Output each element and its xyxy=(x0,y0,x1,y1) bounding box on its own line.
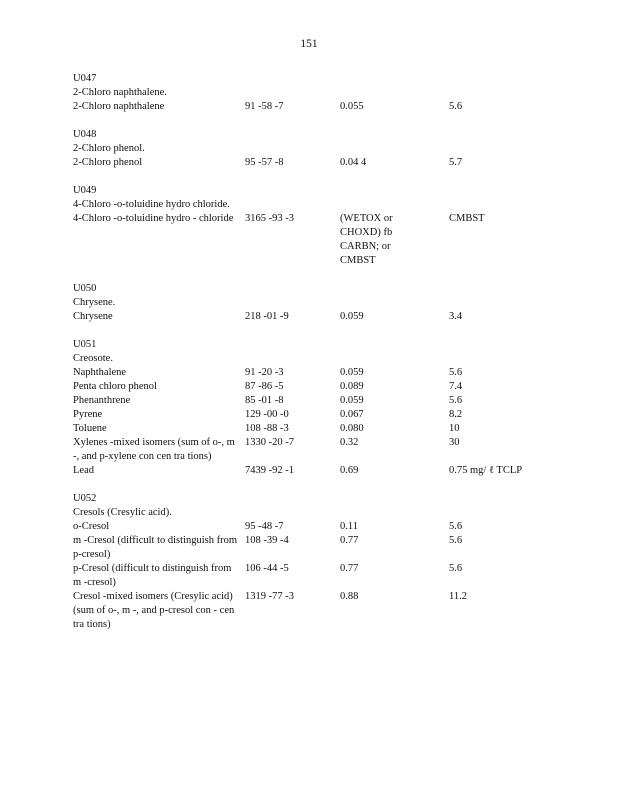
wastewater-standard: 0.32 xyxy=(340,437,359,448)
cas-number: 95 -57 -8 xyxy=(245,157,284,168)
waste-group xyxy=(73,492,573,632)
waste-code: U049 xyxy=(73,185,97,196)
waste-description: 4-Chloro -o-toluidine hydro chloride. xyxy=(73,199,230,210)
nonwastewater-standard: 3.4 xyxy=(449,311,463,322)
constituent-row xyxy=(73,562,573,590)
wastewater-standard: 0.77 xyxy=(340,563,359,574)
wastewater-standard: 0.77 xyxy=(340,535,359,546)
waste-code: U047 xyxy=(73,73,97,84)
wastewater-standard: 0.055 xyxy=(340,101,364,112)
constituent-row xyxy=(73,408,573,422)
nonwastewater-standard: 5.6 xyxy=(449,563,463,574)
constituent-row xyxy=(73,590,573,632)
nonwastewater-standard: 5.6 xyxy=(449,395,463,406)
nonwastewater-standard: CMBST xyxy=(449,213,485,224)
nonwastewater-standard: 5.6 xyxy=(449,535,463,546)
nonwastewater-standard: 7.4 xyxy=(449,381,463,392)
wastewater-standard: 0.11 xyxy=(340,521,358,532)
constituent-name: 2-Chloro phenol xyxy=(73,157,143,168)
constituent-row xyxy=(73,520,573,534)
constituent-name: Toluene xyxy=(73,423,107,434)
constituent-row xyxy=(73,394,573,408)
constituent-name: Pyrene xyxy=(73,409,103,420)
cas-number: 91 -20 -3 xyxy=(245,367,284,378)
constituent-name: 2-Chloro naphthalene xyxy=(73,101,165,112)
nonwastewater-standard: 11.2 xyxy=(449,591,467,602)
constituent-row xyxy=(73,422,573,436)
waste-group xyxy=(73,338,573,478)
cas-number: 218 -01 -9 xyxy=(245,311,289,322)
waste-description: Cresols (Cresylic acid). xyxy=(73,507,172,518)
wastewater-standard: 0.059 xyxy=(340,311,364,322)
waste-group xyxy=(73,72,573,114)
cas-number: 3165 -93 -3 xyxy=(245,213,294,224)
cas-number: 1319 -77 -3 xyxy=(245,591,294,602)
waste-code: U050 xyxy=(73,283,97,294)
constituent-row xyxy=(73,366,573,380)
constituent-name: Cresol -mixed isomers (Cresylic acid) (sum of o-, m -, and p-cresol con - cen tra tions) xyxy=(73,591,235,630)
cas-number: 106 -44 -5 xyxy=(245,563,289,574)
cas-number: 129 -00 -0 xyxy=(245,409,289,420)
cas-number: 108 -88 -3 xyxy=(245,423,289,434)
cas-number: 95 -48 -7 xyxy=(245,521,284,532)
constituent-name: Penta chloro phenol xyxy=(73,381,157,392)
nonwastewater-standard: 5.6 xyxy=(449,101,463,112)
constituent-name: o-Cresol xyxy=(73,521,110,532)
nonwastewater-standard: 5.6 xyxy=(449,367,463,378)
constituent-name: Phenanthrene xyxy=(73,395,131,406)
wastewater-standard: 0.089 xyxy=(340,381,364,392)
cas-number: 108 -39 -4 xyxy=(245,535,289,546)
constituent-row xyxy=(73,156,573,170)
constituent-row xyxy=(73,464,573,478)
cas-number: 87 -86 -5 xyxy=(245,381,284,392)
cas-number: 1330 -20 -7 xyxy=(245,437,294,448)
wastewater-standard: 0.88 xyxy=(340,591,359,602)
constituent-name: m -Cresol (difficult to distinguish from p-cresol) xyxy=(73,535,238,560)
waste-description: Creosote. xyxy=(73,353,113,364)
cas-number: 85 -01 -8 xyxy=(245,395,284,406)
waste-code: U051 xyxy=(73,339,97,350)
cas-number: 91 -58 -7 xyxy=(245,101,284,112)
nonwastewater-standard: 0.75 mg/ ℓ TCLP xyxy=(449,465,523,476)
constituent-row xyxy=(73,310,573,324)
waste-description: 2-Chloro naphthalene. xyxy=(73,87,167,98)
cas-number: 7439 -92 -1 xyxy=(245,465,294,476)
nonwastewater-standard: 5.7 xyxy=(449,157,463,168)
wastewater-standard: 0.059 xyxy=(340,367,364,378)
nonwastewater-standard: 5.6 xyxy=(449,521,463,532)
constituent-name: Lead xyxy=(73,465,94,476)
nonwastewater-standard: 10 xyxy=(449,423,460,434)
wastewater-standard: 0.04 4 xyxy=(340,157,367,168)
waste-group xyxy=(73,184,573,268)
constituent-row xyxy=(73,534,573,562)
wastewater-standard: 0.059 xyxy=(340,395,364,406)
nonwastewater-standard: 30 xyxy=(449,437,460,448)
waste-group xyxy=(73,128,573,170)
constituent-name: p-Cresol (difficult to distinguish from m -cresol) xyxy=(73,563,232,588)
constituent-row xyxy=(73,436,573,464)
wastewater-standard: 0.067 xyxy=(340,409,364,420)
waste-group xyxy=(73,282,573,324)
constituent-name: 4-Chloro -o-toluidine hydro - chloride xyxy=(73,213,234,224)
regulation-table xyxy=(73,72,573,646)
waste-code: U052 xyxy=(73,493,97,504)
constituent-row xyxy=(73,212,573,268)
waste-description: Chrysene. xyxy=(73,297,116,308)
nonwastewater-standard: 8.2 xyxy=(449,409,463,420)
page-number: 151 xyxy=(300,38,318,50)
constituent-name: Xylenes -mixed isomers (sum of o-, m -, and p-xylene con cen tra tions) xyxy=(73,437,235,462)
constituent-name: Chrysene xyxy=(73,311,113,322)
constituent-row xyxy=(73,380,573,394)
wastewater-standard: 0.69 xyxy=(340,465,359,476)
wastewater-standard: (WETOX or CHOXD) fb CARBN; or CMBST xyxy=(340,213,393,266)
constituent-name: Naphthalene xyxy=(73,367,127,378)
waste-description: 2-Chloro phenol. xyxy=(73,143,145,154)
waste-code: U048 xyxy=(73,129,97,140)
wastewater-standard: 0.080 xyxy=(340,423,364,434)
constituent-row xyxy=(73,100,573,114)
